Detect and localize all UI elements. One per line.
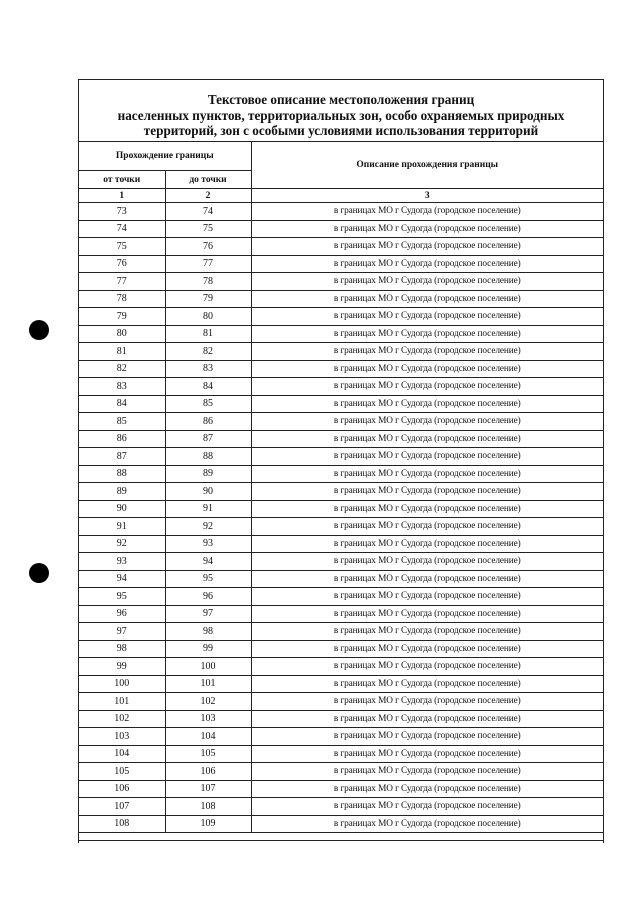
cell-description: в границах МО г Судогда (городское поселение) bbox=[251, 570, 603, 588]
punch-hole bbox=[29, 563, 49, 583]
table-row bbox=[79, 203, 603, 221]
table-row bbox=[79, 763, 603, 781]
table-row bbox=[79, 728, 603, 746]
cell-description: в границах МО г Судогда (городское поселение) bbox=[251, 238, 603, 256]
cell-description: в границах МО г Судогда (городское поселение) bbox=[251, 343, 603, 361]
cell-description: в границах МО г Судогда (городское поселение) bbox=[251, 465, 603, 483]
cell-description: в границах МО г Судогда (городское поселение) bbox=[251, 203, 603, 221]
cell-from-point: 100 bbox=[79, 675, 165, 693]
cell-from-point: 74 bbox=[79, 220, 165, 238]
table-row bbox=[79, 693, 603, 711]
cell-from-point: 96 bbox=[79, 605, 165, 623]
cell-description: в границах МО г Судогда (городское поселение) bbox=[251, 255, 603, 273]
cell-to-point: 92 bbox=[165, 518, 251, 536]
cell-from-point: 107 bbox=[79, 798, 165, 816]
cell-to-point: 98 bbox=[165, 623, 251, 641]
cell-from-point: 97 bbox=[79, 623, 165, 641]
cell-description: в границах МО г Судогда (городское поселение) bbox=[251, 710, 603, 728]
cell-description: в границах МО г Судогда (городское поселение) bbox=[251, 395, 603, 413]
table-row bbox=[79, 343, 603, 361]
title-line: территорий, зон с особыми условиями использования территорий bbox=[143, 123, 539, 138]
cell-to-point: 90 bbox=[165, 483, 251, 501]
cell-from-point: 93 bbox=[79, 553, 165, 571]
cell-to-point: 95 bbox=[165, 570, 251, 588]
table-row bbox=[79, 308, 603, 326]
cell-description: в границах МО г Судогда (городское поселение) bbox=[251, 430, 603, 448]
cell-to-point: 96 bbox=[165, 588, 251, 606]
frame-bottom-line bbox=[78, 840, 604, 841]
table-row bbox=[79, 780, 603, 798]
cell-to-point: 76 bbox=[165, 238, 251, 256]
table-row bbox=[79, 605, 603, 623]
table-row bbox=[79, 255, 603, 273]
cell-description: в границах МО г Судогда (городское поселение) bbox=[251, 220, 603, 238]
cell-to-point: 83 bbox=[165, 360, 251, 378]
cell-to-point: 97 bbox=[165, 605, 251, 623]
table-row bbox=[79, 360, 603, 378]
table-row bbox=[79, 623, 603, 641]
title-line: населенных пунктов, территориальных зон, особо охраняемых природных bbox=[117, 107, 565, 123]
table-row bbox=[79, 465, 603, 483]
cell-description: в границах МО г Судогда (городское поселение) bbox=[251, 605, 603, 623]
cell-from-point: 98 bbox=[79, 640, 165, 658]
table-row bbox=[79, 395, 603, 413]
cell-to-point: 86 bbox=[165, 413, 251, 431]
cell-to-point: 99 bbox=[165, 640, 251, 658]
cell-to-point: 100 bbox=[165, 658, 251, 676]
cell-from-point: 77 bbox=[79, 273, 165, 291]
cell-from-point: 82 bbox=[79, 360, 165, 378]
cell-from-point: 85 bbox=[79, 413, 165, 431]
cell-description: в границах МО г Судогда (городское поселение) bbox=[251, 623, 603, 641]
cell-from-point: 89 bbox=[79, 483, 165, 501]
cell-to-point: 94 bbox=[165, 553, 251, 571]
table-row bbox=[79, 710, 603, 728]
cell-to-point: 80 bbox=[165, 308, 251, 326]
table-row bbox=[79, 535, 603, 553]
cell-description: в границах МО г Судогда (городское поселение) bbox=[251, 413, 603, 431]
cell-to-point: 89 bbox=[165, 465, 251, 483]
cell-from-point: 78 bbox=[79, 290, 165, 308]
cell-from-point: 75 bbox=[79, 238, 165, 256]
table-row bbox=[79, 588, 603, 606]
cell-description: в границах МО г Судогда (городское поселение) bbox=[251, 815, 603, 833]
cell-from-point: 81 bbox=[79, 343, 165, 361]
cell-from-point: 84 bbox=[79, 395, 165, 413]
cell-to-point: 109 bbox=[165, 815, 251, 833]
cell-description: в границах МО г Судогда (городское поселение) bbox=[251, 360, 603, 378]
cell-to-point: 77 bbox=[165, 255, 251, 273]
header-description: Описание прохождения границы bbox=[251, 142, 603, 189]
cell-description: в границах МО г Судогда (городское поселение) bbox=[251, 588, 603, 606]
cell-description: в границах МО г Судогда (городское поселение) bbox=[251, 693, 603, 711]
table-row bbox=[79, 238, 603, 256]
table-body bbox=[79, 203, 603, 833]
table-row bbox=[79, 500, 603, 518]
cell-from-point: 101 bbox=[79, 693, 165, 711]
cell-from-point: 94 bbox=[79, 570, 165, 588]
document-title bbox=[79, 80, 603, 142]
cell-from-point: 79 bbox=[79, 308, 165, 326]
document-frame bbox=[78, 79, 604, 843]
table-row bbox=[79, 413, 603, 431]
column-number: 1 bbox=[79, 189, 165, 203]
cell-from-point: 104 bbox=[79, 745, 165, 763]
cell-description: в границах МО г Судогда (городское поселение) bbox=[251, 535, 603, 553]
table-row bbox=[79, 658, 603, 676]
table-row bbox=[79, 430, 603, 448]
cell-description: в границах МО г Судогда (городское поселение) bbox=[251, 658, 603, 676]
header-to-point: до точки bbox=[165, 171, 251, 189]
cell-description: в границах МО г Судогда (городское поселение) bbox=[251, 763, 603, 781]
cell-from-point: 99 bbox=[79, 658, 165, 676]
cell-from-point: 73 bbox=[79, 203, 165, 221]
column-number: 3 bbox=[251, 189, 603, 203]
column-number: 2 bbox=[165, 189, 251, 203]
cell-to-point: 108 bbox=[165, 798, 251, 816]
cell-to-point: 85 bbox=[165, 395, 251, 413]
cell-to-point: 104 bbox=[165, 728, 251, 746]
cell-description: в границах МО г Судогда (городское поселение) bbox=[251, 448, 603, 466]
table-row bbox=[79, 570, 603, 588]
cell-to-point: 106 bbox=[165, 763, 251, 781]
cell-from-point: 80 bbox=[79, 325, 165, 343]
cell-to-point: 105 bbox=[165, 745, 251, 763]
header-from-point: от точки bbox=[79, 171, 165, 189]
cell-from-point: 88 bbox=[79, 465, 165, 483]
cell-from-point: 102 bbox=[79, 710, 165, 728]
cell-from-point: 76 bbox=[79, 255, 165, 273]
cell-from-point: 90 bbox=[79, 500, 165, 518]
cell-to-point: 74 bbox=[165, 203, 251, 221]
table-row bbox=[79, 378, 603, 396]
cell-description: в границах МО г Судогда (городское поселение) bbox=[251, 780, 603, 798]
table-row bbox=[79, 675, 603, 693]
cell-description: в границах МО г Судогда (городское поселение) bbox=[251, 518, 603, 536]
cell-from-point: 91 bbox=[79, 518, 165, 536]
table-row bbox=[79, 640, 603, 658]
cell-from-point: 87 bbox=[79, 448, 165, 466]
cell-from-point: 95 bbox=[79, 588, 165, 606]
cell-description: в границах МО г Судогда (городское поселение) bbox=[251, 728, 603, 746]
cell-description: в границах МО г Судогда (городское поселение) bbox=[251, 553, 603, 571]
table-row bbox=[79, 448, 603, 466]
cell-to-point: 91 bbox=[165, 500, 251, 518]
cell-description: в границах МО г Судогда (городское поселение) bbox=[251, 675, 603, 693]
punch-hole bbox=[29, 320, 49, 340]
table-row bbox=[79, 518, 603, 536]
cell-description: в границах МО г Судогда (городское поселение) bbox=[251, 500, 603, 518]
table-row bbox=[79, 220, 603, 238]
cell-to-point: 87 bbox=[165, 430, 251, 448]
cell-description: в границах МО г Судогда (городское поселение) bbox=[251, 325, 603, 343]
title-line: Текстовое описание местоположения границ bbox=[207, 92, 475, 107]
cell-to-point: 102 bbox=[165, 693, 251, 711]
cell-description: в границах МО г Судогда (городское поселение) bbox=[251, 640, 603, 658]
cell-from-point: 105 bbox=[79, 763, 165, 781]
cell-to-point: 81 bbox=[165, 325, 251, 343]
cell-description: в границах МО г Судогда (городское поселение) bbox=[251, 483, 603, 501]
cell-description: в границах МО г Судогда (городское поселение) bbox=[251, 308, 603, 326]
table-row bbox=[79, 553, 603, 571]
cell-from-point: 86 bbox=[79, 430, 165, 448]
table-row bbox=[79, 290, 603, 308]
cell-to-point: 107 bbox=[165, 780, 251, 798]
table-row bbox=[79, 483, 603, 501]
cell-to-point: 78 bbox=[165, 273, 251, 291]
cell-to-point: 93 bbox=[165, 535, 251, 553]
cell-description: в границах МО г Судогда (городское поселение) bbox=[251, 378, 603, 396]
cell-to-point: 103 bbox=[165, 710, 251, 728]
table-row bbox=[79, 798, 603, 816]
cell-from-point: 106 bbox=[79, 780, 165, 798]
cell-from-point: 108 bbox=[79, 815, 165, 833]
cell-to-point: 88 bbox=[165, 448, 251, 466]
cell-to-point: 101 bbox=[165, 675, 251, 693]
cell-to-point: 84 bbox=[165, 378, 251, 396]
cell-to-point: 75 bbox=[165, 220, 251, 238]
cell-from-point: 92 bbox=[79, 535, 165, 553]
cell-from-point: 83 bbox=[79, 378, 165, 396]
cell-description: в границах МО г Судогда (городское поселение) bbox=[251, 745, 603, 763]
cell-description: в границах МО г Судогда (городское поселение) bbox=[251, 290, 603, 308]
table-row bbox=[79, 815, 603, 833]
cell-from-point: 103 bbox=[79, 728, 165, 746]
cell-description: в границах МО г Судогда (городское поселение) bbox=[251, 798, 603, 816]
table-row bbox=[79, 273, 603, 291]
cell-to-point: 79 bbox=[165, 290, 251, 308]
cell-to-point: 82 bbox=[165, 343, 251, 361]
cell-description: в границах МО г Судогда (городское поселение) bbox=[251, 273, 603, 291]
table-row bbox=[79, 325, 603, 343]
header-boundary-passage: Прохождение границы bbox=[79, 142, 251, 171]
boundary-table bbox=[79, 142, 603, 833]
table-row bbox=[79, 745, 603, 763]
